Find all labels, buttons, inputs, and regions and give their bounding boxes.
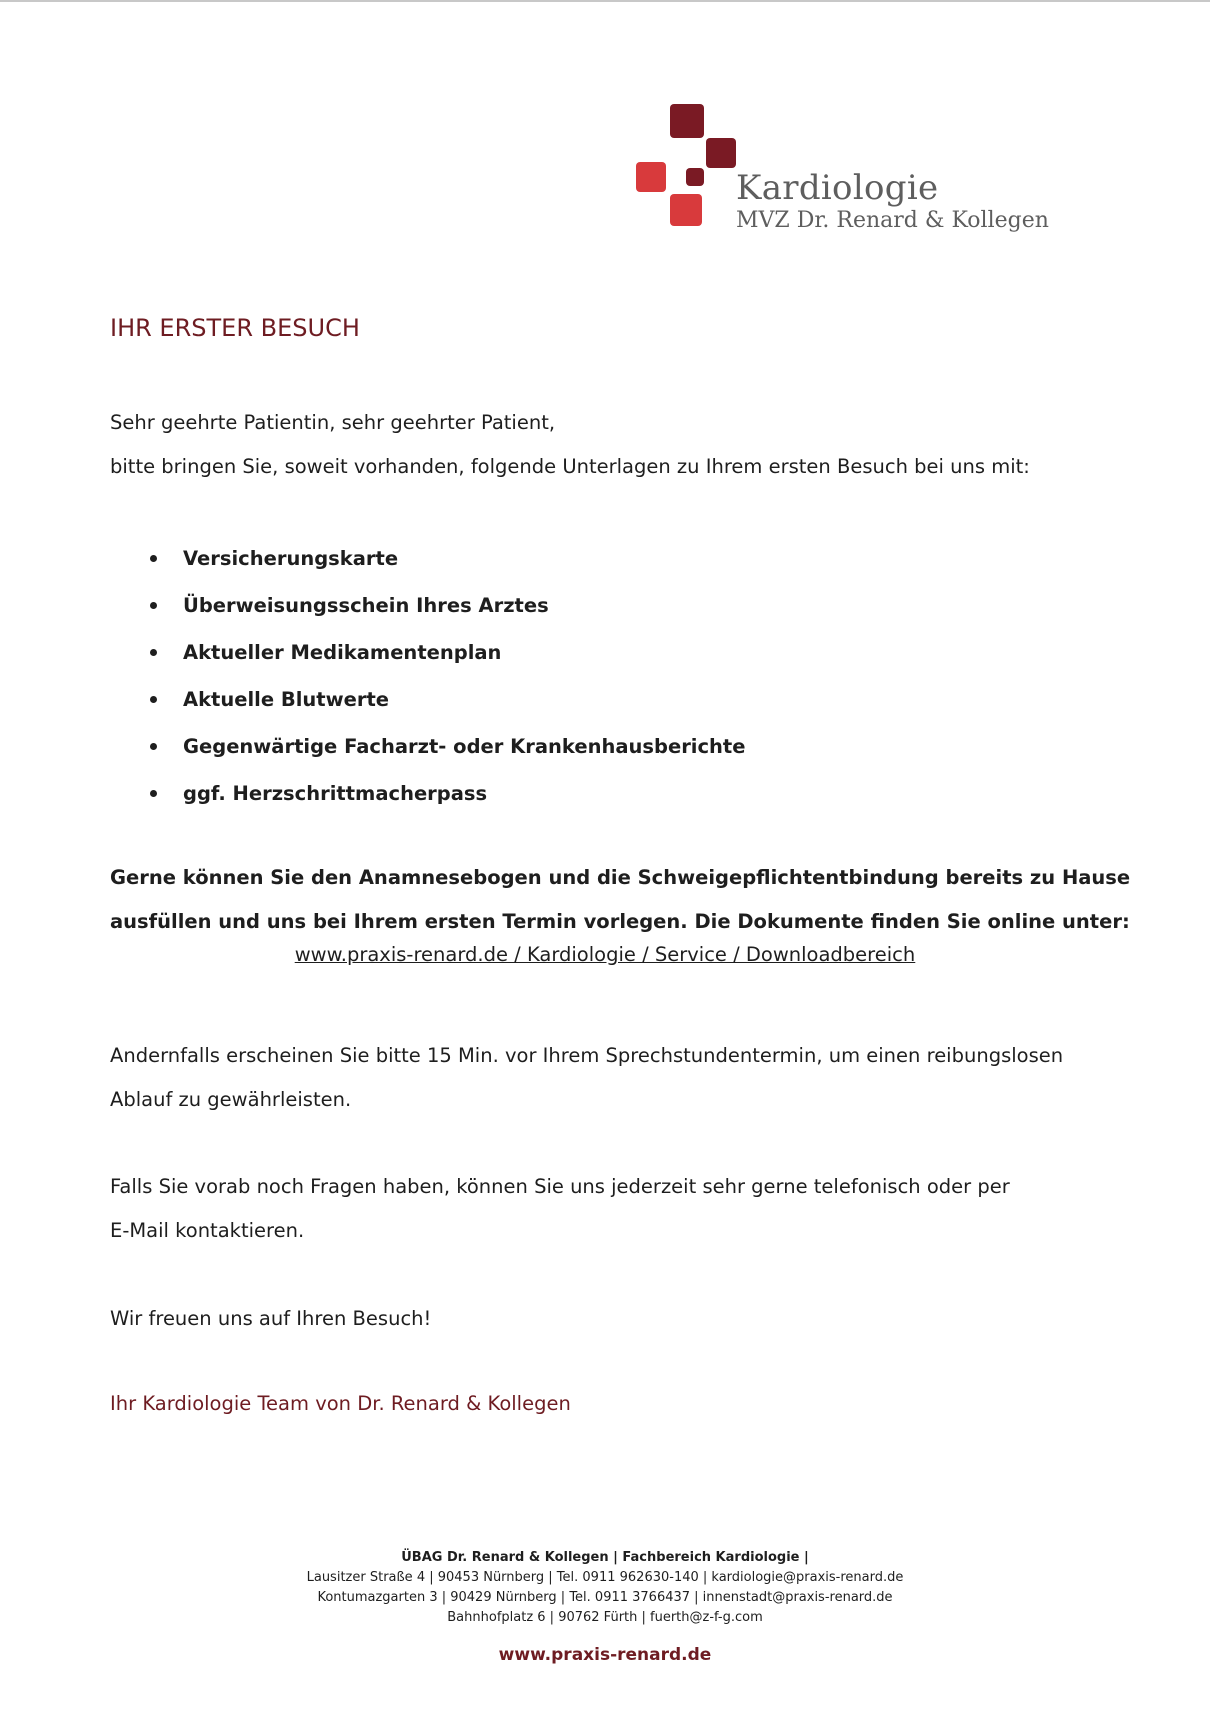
bullet-icon	[150, 602, 157, 609]
bullet-icon	[150, 555, 157, 562]
documents-list	[110, 535, 745, 817]
bullet-icon	[150, 696, 157, 703]
footer-line-2: Lausitzer Straße 4 | 90453 Nürnberg | Tel. 0911 962630-140 | kardiologie@praxis-renard.de	[306, 1570, 904, 1585]
list-item	[110, 770, 745, 817]
greeting-line-2: bitte bringen Sie, soweit vorhanden, folgende Unterlagen zu Ihrem ersten Besuch bei uns mit:	[110, 455, 1030, 478]
logo-square-top	[670, 104, 704, 138]
arrival-note-line-1: Andernfalls erscheinen Sie bitte 15 Min. vor Ihrem Sprechstundentermin, um einen reibungslosen	[110, 1044, 1064, 1067]
logo-square-bottom	[670, 194, 702, 226]
signature: Ihr Kardiologie Team von Dr. Renard & Kollegen	[110, 1392, 571, 1415]
closing-text: Wir freuen uns auf Ihren Besuch!	[110, 1307, 432, 1330]
logo-square-center	[686, 168, 704, 186]
list-item	[110, 723, 745, 770]
list-item-label: Gegenwärtige Facharzt- oder Krankenhausberichte	[183, 735, 746, 758]
footer-website[interactable]: www.praxis-renard.de	[498, 1645, 712, 1665]
download-link[interactable]: www.praxis-renard.de / Kardiologie / Service / Downloadbereich	[294, 943, 916, 966]
footer-address	[0, 1548, 1210, 1628]
list-item	[110, 676, 745, 723]
bullet-icon	[150, 743, 157, 750]
bullet-icon	[150, 649, 157, 656]
list-item	[110, 629, 745, 676]
contact-note-line-1: Falls Sie vorab noch Fragen haben, können Sie uns jederzeit sehr gerne telefonisch oder per	[110, 1175, 1010, 1198]
contact-note-line-2: E-Mail kontaktieren.	[110, 1219, 305, 1242]
list-item-label: ggf. Herzschrittmacherpass	[183, 782, 488, 805]
footer-line-4: Bahnhofplatz 6 | 90762 Fürth | fuerth@z-f-g.com	[447, 1610, 763, 1625]
footer-line-1: ÜBAG Dr. Renard & Kollegen | Fachbereich Kardiologie |	[401, 1550, 809, 1565]
footer-line-3: Kontumazgarten 3 | 90429 Nürnberg | Tel. 0911 3766437 | innenstadt@praxis-renard.de	[317, 1590, 893, 1605]
logo-subtitle: MVZ Dr. Renard & Kollegen	[736, 208, 1049, 233]
list-item-label: Aktuelle Blutwerte	[183, 688, 390, 711]
forms-note-line-2: ausfüllen und uns bei Ihrem ersten Termin vorlegen. Die Dokumente finden Sie online unter:	[110, 910, 1130, 933]
top-border-line	[0, 0, 1210, 2]
list-item	[110, 535, 745, 582]
forms-note-line-1: Gerne können Sie den Anamnesebogen und die Schweigepflichtentbindung bereits zu Hause	[110, 866, 1131, 889]
logo-name: Kardiologie	[736, 168, 939, 208]
download-link-wrapper	[0, 943, 1210, 966]
list-item	[110, 582, 745, 629]
logo-square-left	[636, 162, 666, 192]
list-item-label: Aktueller Medikamentenplan	[183, 641, 502, 664]
bullet-icon	[150, 790, 157, 797]
logo-square-right	[706, 138, 736, 168]
greeting-line-1: Sehr geehrte Patientin, sehr geehrter Patient,	[110, 411, 556, 434]
arrival-note-line-2: Ablauf zu gewährleisten.	[110, 1088, 352, 1111]
list-item-label: Überweisungsschein Ihres Arztes	[183, 594, 549, 617]
page-title: IHR ERSTER BESUCH	[110, 314, 360, 342]
list-item-label: Versicherungskarte	[183, 547, 399, 570]
